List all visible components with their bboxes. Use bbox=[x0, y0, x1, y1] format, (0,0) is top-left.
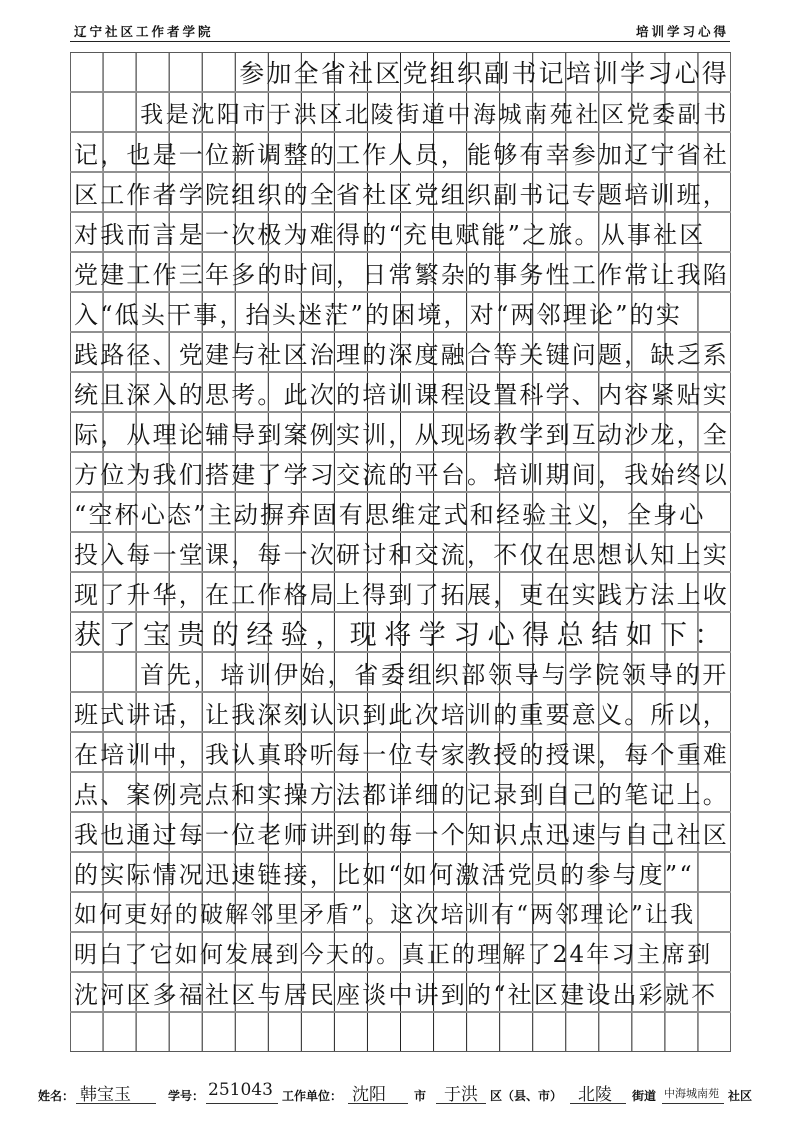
essay-line-text: 我也通过每一位老师讲到的每一个知识点迅速与自己社区 bbox=[74, 820, 729, 849]
essay-line-text: 沈河区多福社区与居民座谈中讲到的“社区建设出彩就不 bbox=[74, 980, 718, 1009]
district-underline bbox=[436, 1103, 486, 1104]
district-label: 区（县、市） bbox=[490, 1089, 563, 1103]
essay-line-text: 党建工作三年多的时间，日常繁杂的事务性工作常让我陷 bbox=[74, 260, 729, 289]
city-value: 沈阳 bbox=[352, 1085, 386, 1105]
essay-line bbox=[70, 772, 735, 812]
student-no-label: 学号： bbox=[168, 1089, 205, 1103]
essay-line-text: 班式讲话，让我深刻认识到此次培训的重要意义。所以， bbox=[74, 700, 729, 729]
student-no-underline bbox=[206, 1103, 278, 1104]
essay-line bbox=[70, 612, 735, 652]
essay-line-text: 统且深入的思考。此次的培训课程设置科学、内容紧贴实 bbox=[74, 380, 729, 409]
essay-line-text: 获了宝贵的经验，现将学习心得总结如下： bbox=[74, 619, 729, 651]
essay-line bbox=[70, 332, 735, 372]
street-value: 北陵 bbox=[578, 1085, 612, 1105]
community-value: 中海城南苑 bbox=[664, 1087, 719, 1100]
essay-line bbox=[70, 892, 735, 932]
essay-title bbox=[70, 52, 799, 92]
footer-info bbox=[30, 1080, 770, 1108]
essay-line bbox=[70, 652, 799, 692]
community-underline bbox=[662, 1103, 724, 1104]
essay-line-text: 在培训中，我认真聆听每一位专家教授的授课，每个重难 bbox=[74, 740, 729, 769]
header-school-name: 辽宁社区工作者学院 bbox=[74, 24, 214, 39]
name-value: 韩宝玉 bbox=[80, 1085, 131, 1105]
essay-line bbox=[70, 972, 735, 1012]
essay-line bbox=[70, 132, 735, 172]
essay-line bbox=[70, 372, 735, 412]
essay-line-text: 入“低头干事，抬头迷茫”的困境，对“两邻理论”的实 bbox=[74, 300, 683, 329]
essay-line-text: 记，也是一位新调整的工作人员，能够有幸参加辽宁省社 bbox=[74, 140, 729, 169]
work-unit-label: 工作单位： bbox=[282, 1089, 343, 1103]
essay-line bbox=[70, 252, 735, 292]
essay-line-text: 区工作者学院组织的全省社区党组织副书记专题培训班， bbox=[74, 180, 729, 209]
student-no-value: 251043 bbox=[208, 1080, 273, 1100]
name-label: 姓名： bbox=[38, 1089, 75, 1103]
essay-line-text: 点、案例亮点和实操方法都详细的记录到自己的笔记上。 bbox=[74, 780, 729, 809]
essay-line-text: 投入每一堂课，每一次研讨和交流，不仅在思想认知上实 bbox=[74, 540, 729, 569]
essay-line bbox=[70, 172, 735, 212]
essay-line-text: 参加全省社区党组织副书记培训学习心得 bbox=[239, 59, 730, 88]
district-value: 于洪 bbox=[444, 1085, 478, 1105]
essay-line-text: 际，从理论辅导到案例实训，从现场教学到互动沙龙，全 bbox=[74, 420, 729, 449]
essay-line bbox=[70, 852, 735, 892]
header-divider bbox=[70, 41, 730, 42]
essay-line-text: 如何更好的破解邻里矛盾”。这次培训有“两邻理论”让我 bbox=[74, 901, 696, 928]
street-underline bbox=[570, 1103, 626, 1104]
street-label: 街道 bbox=[632, 1089, 657, 1103]
essay-line bbox=[70, 732, 735, 772]
community-label: 社区 bbox=[728, 1089, 753, 1103]
essay-line bbox=[70, 292, 735, 332]
essay-line bbox=[70, 452, 735, 492]
essay-sheet bbox=[70, 52, 731, 1052]
name-underline bbox=[76, 1103, 156, 1104]
essay-line bbox=[70, 932, 735, 972]
essay-line bbox=[70, 212, 735, 252]
essay-line-text: 方位为我们搭建了学习交流的平台。培训期间，我始终以 bbox=[74, 460, 729, 489]
essay-line-text: 现了升华，在工作格局上得到了拓展，更在实践方法上收 bbox=[74, 580, 729, 609]
essay-line bbox=[70, 412, 735, 452]
essay-line-text: 明白了它如何发展到今天的。真正的理解了24年习主席到 bbox=[74, 941, 713, 968]
essay-line-text: 对我而言是一次极为难得的“充电赋能”之旅。从事社区 bbox=[74, 220, 706, 249]
essay-line-text: 的实际情况迅速链接，比如“如何激活党员的参与度”“ bbox=[74, 860, 694, 889]
essay-line-text: “空杯心态”主动摒弃固有思维定式和经验主义，全身心 bbox=[74, 500, 706, 529]
city-underline bbox=[348, 1103, 408, 1104]
essay-line bbox=[70, 532, 735, 572]
city-label: 市 bbox=[414, 1089, 427, 1103]
header-doc-type: 培训学习心得 bbox=[635, 24, 729, 39]
essay-line-text: 首先，培训伊始，省委组织部领导与学院领导的开 bbox=[140, 660, 729, 689]
essay-line bbox=[70, 92, 799, 132]
essay-line bbox=[70, 812, 735, 852]
essay-line-text: 我是沈阳市于洪区北陵街道中海城南苑社区党委副书 bbox=[140, 101, 729, 128]
essay-line bbox=[70, 692, 735, 732]
essay-line bbox=[70, 572, 735, 612]
essay-line bbox=[70, 492, 735, 532]
essay-line-text: 践路径、党建与社区治理的深度融合等关键问题，缺乏系 bbox=[74, 340, 729, 369]
